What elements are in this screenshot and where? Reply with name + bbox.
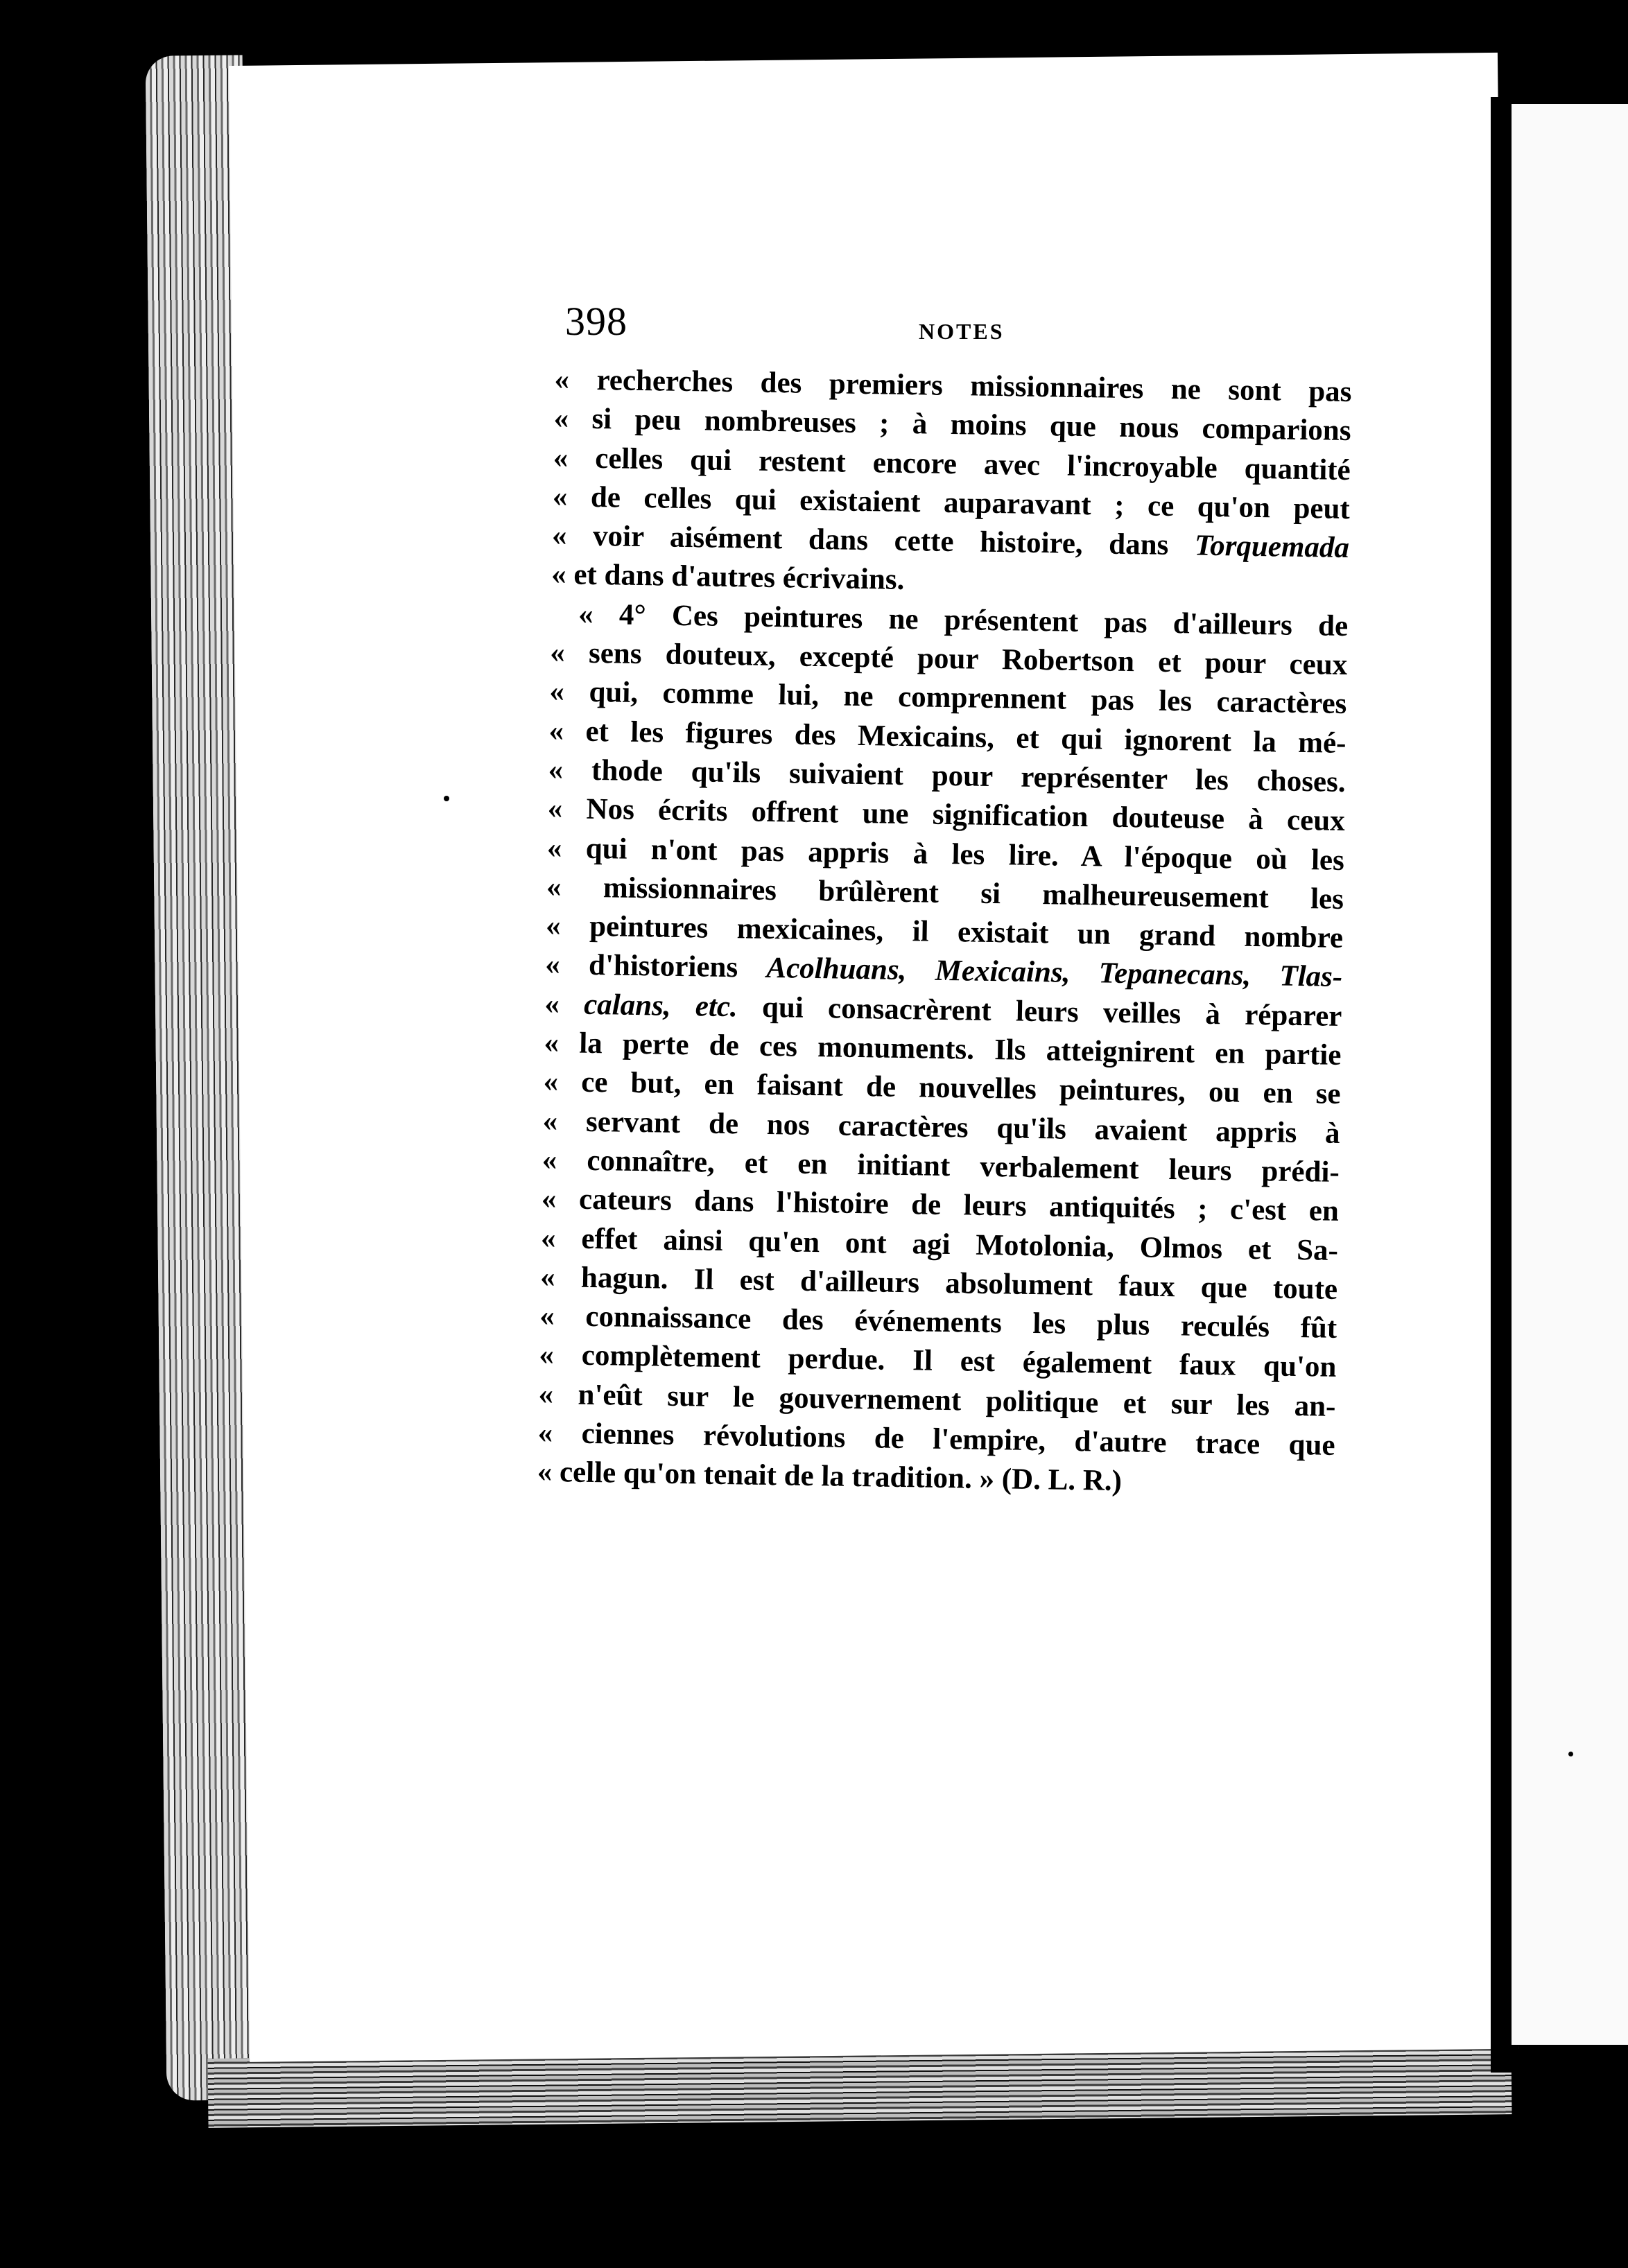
text-line: « connaissance des événements les plus reculés fût bbox=[539, 1299, 1337, 1345]
text-line: « 4° Ces peintures ne présentent pas d'ailleurs de bbox=[578, 597, 1349, 643]
text-line: « peintures mexicaines, il existait un grand nombre bbox=[545, 909, 1344, 955]
text-line: « si peu nombreuses ; à moins que nous comparions bbox=[553, 402, 1351, 448]
text-line: « ciennes révolutions de l'empire, d'autre trace que bbox=[537, 1416, 1335, 1462]
text-line: « qui, comme lui, ne comprennent pas les caractères bbox=[549, 675, 1347, 721]
text-line: « Nos écrits offrent une signification douteuse à ceux bbox=[547, 792, 1346, 838]
text-line: « recherches des premiers missionnaires ne sont pas bbox=[554, 363, 1352, 409]
text-line: « sens douteux, excepté pour Robertson et pour ceux bbox=[550, 636, 1348, 682]
page-header bbox=[565, 298, 1356, 360]
text-line: « ce but, en faisant de nouvelles peintures, ou en se bbox=[543, 1065, 1341, 1111]
text-line: « missionnaires brûlèrent si malheureusement les bbox=[546, 870, 1344, 916]
text-line: « celles qui restent encore avec l'incroyable quantité bbox=[553, 441, 1351, 487]
text-line: « n'eût sur le gouvernement politique et sur les an- bbox=[538, 1377, 1336, 1423]
text-line: « et dans d'autres écrivains. bbox=[551, 558, 905, 597]
text-line: « et les figures des Mexicains, et qui ignorent la mé- bbox=[548, 714, 1346, 760]
text-line: « celle qu'on tenait de la tradition. » (D. L. R.) bbox=[537, 1456, 1123, 1498]
text-line: « calans, etc. qui consacrèrent leurs veilles à réparer bbox=[544, 987, 1342, 1033]
text-line: « thode qu'ils suivaient pour représenter les choses. bbox=[548, 753, 1346, 799]
text-line: « d'historiens Acolhuans, Mexicains, Tepanecans, Tlas- bbox=[544, 948, 1343, 994]
text-line: « effet ainsi qu'en ont agi Motolonia, Olmos et Sa- bbox=[540, 1221, 1339, 1267]
ink-speck bbox=[1568, 1752, 1573, 1756]
text-line: « cateurs dans l'histoire de leurs antiquités ; c'est en bbox=[541, 1183, 1340, 1228]
body-text bbox=[537, 360, 1352, 1504]
text-line: « servant de nos caractères qu'ils avaient appris à bbox=[542, 1104, 1340, 1150]
text-line: « qui n'ont pas appris à les lire. A l'époque où les bbox=[546, 831, 1345, 877]
ink-speck bbox=[444, 796, 449, 801]
running-head: NOTES bbox=[919, 319, 1005, 344]
text-line: « la perte de ces monuments. Ils atteignirent en partie bbox=[544, 1026, 1342, 1072]
text-line: « complètement perdue. Il est également faux qu'on bbox=[539, 1338, 1337, 1384]
page-number: 398 bbox=[565, 299, 627, 344]
text-line: « voir aisément dans cette histoire, dans Torquemada bbox=[551, 519, 1350, 565]
text-line: « connaître, et en initiant verbalement leurs prédi- bbox=[542, 1143, 1340, 1189]
text-line: « hagun. Il est d'ailleurs absolument faux que toute bbox=[539, 1260, 1338, 1306]
text-line: « de celles qui existaient auparavant ; ce qu'on peut bbox=[552, 480, 1351, 525]
